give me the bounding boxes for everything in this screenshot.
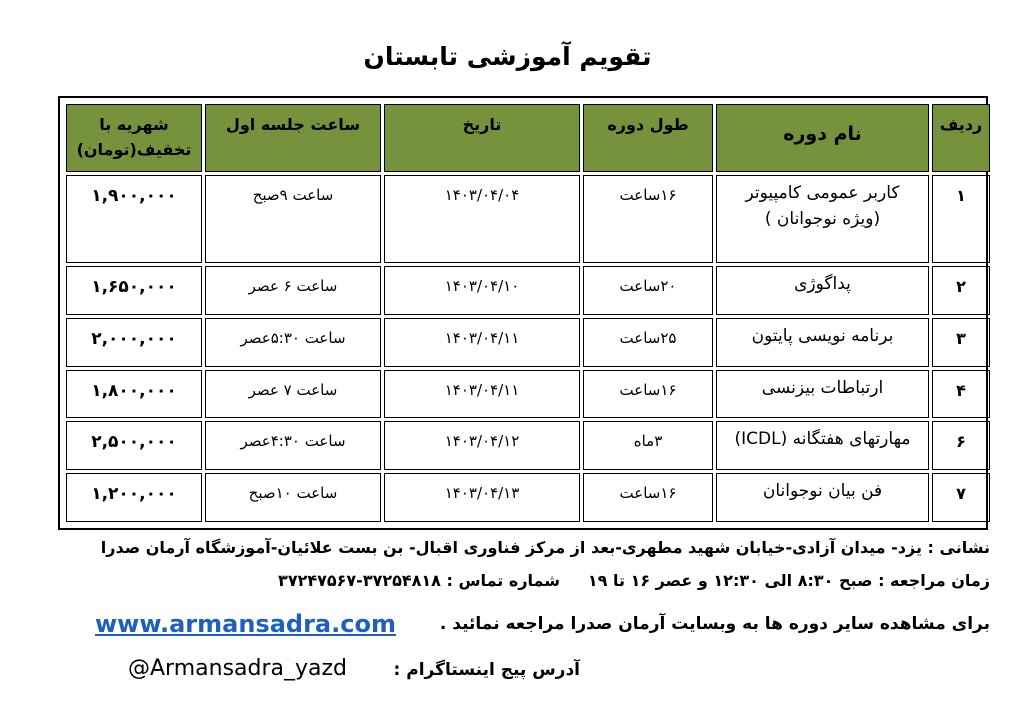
course-date: ۱۴۰۳/۰۴/۱۰ bbox=[384, 266, 580, 315]
course-name bbox=[716, 370, 929, 419]
header-fee bbox=[66, 104, 202, 172]
phone-numbers: شماره تماس : ۳۷۲۵۴۸۱۸-۳۷۲۴۷۵۶۷ bbox=[278, 571, 560, 590]
course-duration: ۱۶ساعت bbox=[583, 473, 713, 522]
course-name-line2: (ویژه نوجوانان ) bbox=[764, 209, 881, 229]
row-number: ۳ bbox=[932, 318, 990, 367]
header-course-name: نام دوره bbox=[716, 104, 929, 172]
course-fee: ۱,۲۰۰,۰۰۰ bbox=[66, 473, 202, 522]
header-fee-line1: شهریه با bbox=[99, 115, 169, 134]
row-number: ۶ bbox=[932, 421, 990, 470]
schedule-table bbox=[58, 96, 988, 530]
page-title: تقویم آموزشی تابستان bbox=[363, 42, 652, 71]
course-name bbox=[716, 175, 929, 263]
first-session-time: ساعت ۹صبح bbox=[205, 175, 381, 263]
row-number: ۴ bbox=[932, 370, 990, 419]
visiting-hours: زمان مراجعه : صبح ۸:۳۰ الی ۱۲:۳۰ و عصر ۱۶ تا ۱۹ bbox=[587, 571, 990, 590]
course-name-line1: پداگوژی bbox=[794, 274, 851, 295]
first-session-time: ساعت ۱۰صبح bbox=[205, 473, 381, 522]
row-number: ۷ bbox=[932, 473, 990, 522]
course-duration: ۱۶ساعت bbox=[583, 370, 713, 419]
course-duration: ۲۰ساعت bbox=[583, 266, 713, 315]
table-row bbox=[66, 175, 990, 263]
course-name bbox=[716, 266, 929, 315]
course-name-line1: برنامه نویسی پایتون bbox=[751, 326, 894, 347]
website-note: برای مشاهده سایر دوره ها به وبسایت آرمان صدرا مراجعه نمائید . bbox=[439, 614, 990, 634]
table-header-row bbox=[66, 104, 990, 172]
course-date: ۱۴۰۳/۰۴/۱۲ bbox=[384, 421, 580, 470]
header-row-no: ردیف bbox=[932, 104, 990, 172]
first-session-time: ساعت ۷ عصر bbox=[205, 370, 381, 419]
first-session-time: ساعت ۴:۳۰عصر bbox=[205, 421, 381, 470]
course-date: ۱۴۰۳/۰۴/۱۱ bbox=[384, 370, 580, 419]
address-text: نشانی : یزد- میدان آزادی-خیابان شهید مطهری-بعد از مرکز فناوری اقبال- بن بست علائیان-آموزشگاه آرمان صدرا bbox=[100, 538, 990, 557]
course-date: ۱۴۰۳/۰۴/۱۳ bbox=[384, 473, 580, 522]
course-date: ۱۴۰۳/۰۴/۰۴ bbox=[384, 175, 580, 263]
course-duration: ۳ماه bbox=[583, 421, 713, 470]
header-first-session: ساعت جلسه اول bbox=[205, 104, 381, 172]
course-name-line1: کاربر عمومی کامپیوتر bbox=[745, 183, 900, 203]
header-fee-line2: تخفیف(تومان) bbox=[76, 140, 192, 159]
first-session-time: ساعت ۶ عصر bbox=[205, 266, 381, 315]
row-number: ۱ bbox=[932, 175, 990, 263]
instagram-label: آدرس پیج اینستاگرام : bbox=[393, 660, 580, 680]
course-fee: ۱,۹۰۰,۰۰۰ bbox=[66, 175, 202, 263]
course-name-line1: مهارتهای هفتگانه (ICDL) bbox=[734, 429, 911, 450]
course-name bbox=[716, 473, 929, 522]
table-row bbox=[66, 318, 990, 367]
course-fee: ۲,۵۰۰,۰۰۰ bbox=[66, 421, 202, 470]
instagram-handle[interactable]: @Armansadra_yazd bbox=[128, 656, 348, 681]
table-row bbox=[66, 421, 990, 470]
course-fee: ۱,۸۰۰,۰۰۰ bbox=[66, 370, 202, 419]
table-row bbox=[66, 266, 990, 315]
row-number: ۲ bbox=[932, 266, 990, 315]
course-duration: ۱۶ساعت bbox=[583, 175, 713, 263]
course-name bbox=[716, 318, 929, 367]
course-duration: ۲۵ساعت bbox=[583, 318, 713, 367]
table-row bbox=[66, 370, 990, 419]
table-row bbox=[66, 473, 990, 522]
header-date: تاریخ bbox=[384, 104, 580, 172]
course-name-line1: فن بیان نوجوانان bbox=[762, 481, 883, 502]
header-duration: طول دوره bbox=[583, 104, 713, 172]
website-link[interactable]: www.armansadra.com bbox=[95, 610, 396, 638]
course-fee: ۲,۰۰۰,۰۰۰ bbox=[66, 318, 202, 367]
first-session-time: ساعت ۵:۳۰عصر bbox=[205, 318, 381, 367]
course-name-line1: ارتباطات بیزنسی bbox=[761, 377, 884, 398]
course-date: ۱۴۰۳/۰۴/۱۱ bbox=[384, 318, 580, 367]
course-fee: ۱,۶۵۰,۰۰۰ bbox=[66, 266, 202, 315]
course-name bbox=[716, 421, 929, 470]
